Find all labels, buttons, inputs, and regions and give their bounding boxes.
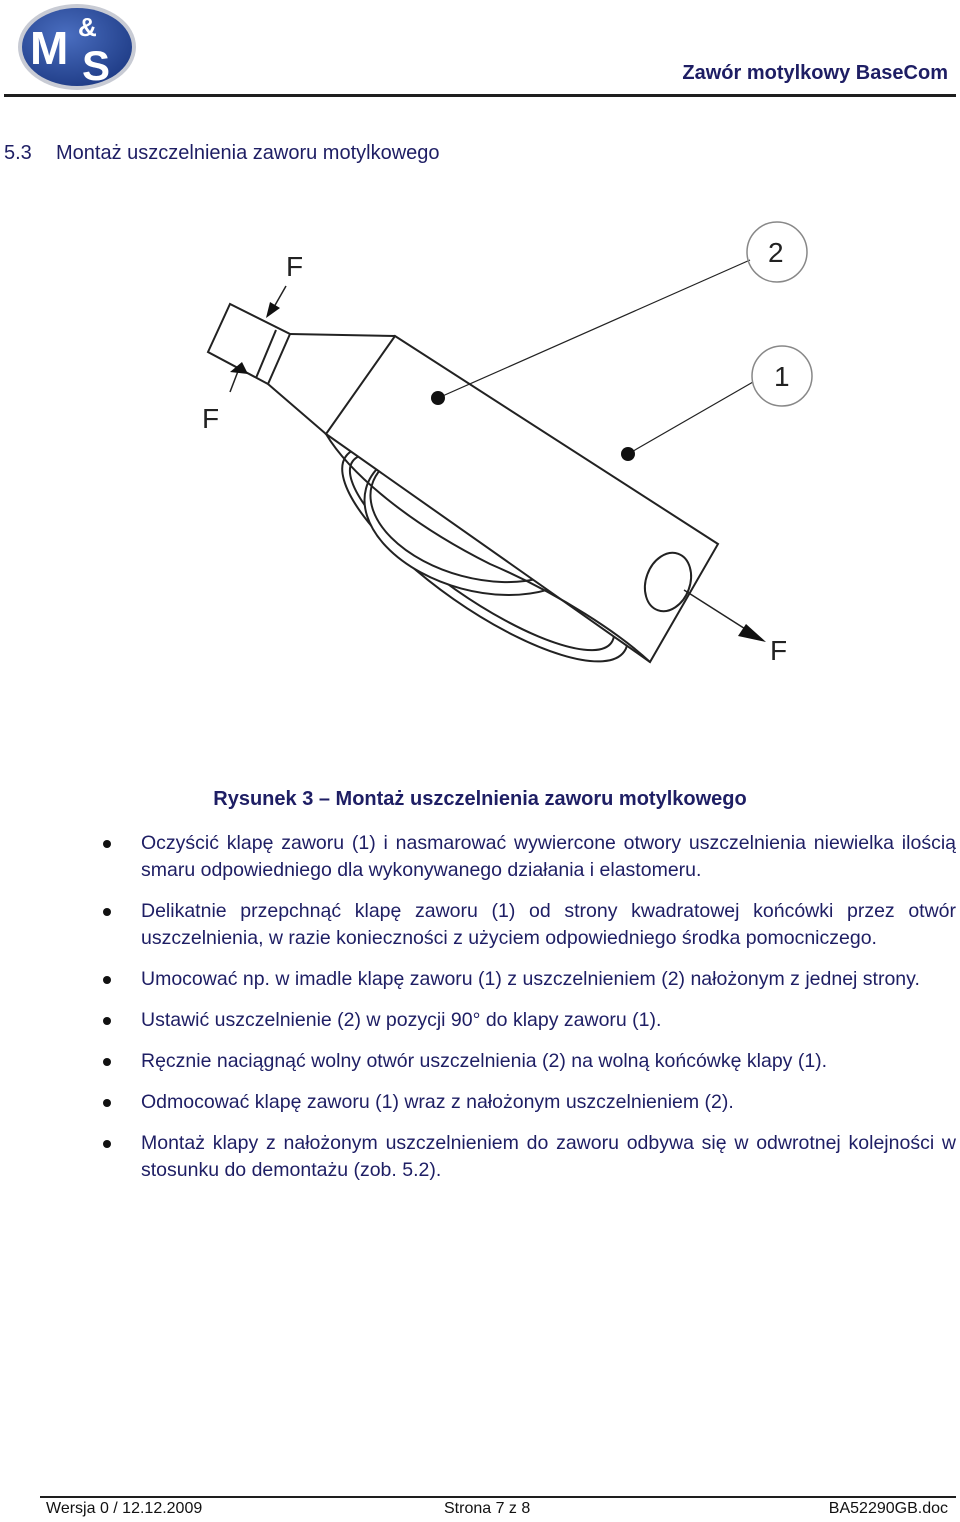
bullet-icon (103, 908, 111, 916)
bullet-icon (103, 1017, 111, 1025)
list-item-text: Oczyścić klapę zaworu (1) i nasmarować wywiercone otwory uszczelnienia niewielka ilością smaru odpowiedniego dla wykonywanego działania i elastomeru. (141, 832, 956, 881)
footer-filename: BA52290GB.doc (828, 1500, 948, 1517)
list-item (0, 1007, 960, 1034)
logo-letter-s: S (82, 42, 111, 89)
force-label-top: F (286, 251, 304, 282)
instruction-list (0, 830, 960, 1198)
valve-square-end (208, 304, 290, 384)
list-item-text: Montaż klapy z nałożonym uszczelnieniem do zaworu odbywa się w odwrotnej kolejności w stosunku do demontażu (zob. 5.2). (141, 1132, 956, 1181)
bullet-icon (103, 1058, 111, 1066)
bullet-icon (103, 1099, 111, 1107)
list-item-text: Odmocować klapę zaworu (1) wraz z nałożonym uszczelnieniem (2). (141, 1091, 734, 1113)
force-arrow-top (266, 302, 280, 318)
footer-page-number: Strona 7 z 8 (444, 1500, 531, 1517)
valve-seal-assembly-figure (190, 214, 830, 684)
callout-label-2: 2 (768, 237, 784, 268)
list-item-text: Ręcznie naciągnąć wolny otwór uszczelnienia (2) na wolną końcówkę klapy (1). (141, 1050, 828, 1072)
bullet-icon (103, 976, 111, 984)
list-item (0, 1048, 960, 1075)
callout-label-1: 1 (774, 361, 790, 392)
company-logo (16, 2, 138, 92)
list-item-text: Umocować np. w imadle klapę zaworu (1) z uszczelnieniem (2) nałożonym z jednej strony. (141, 968, 920, 990)
section-title: Montaż uszczelnienia zaworu motylkowego (56, 142, 440, 164)
document-title: Zawór motylkowy BaseCom (682, 62, 948, 84)
logo-letter-m: M (30, 22, 69, 74)
bullet-icon (103, 840, 111, 848)
list-item (0, 830, 960, 884)
footer-divider (40, 1496, 956, 1498)
section-number: 5.3 (4, 142, 32, 164)
figure-caption: Rysunek 3 – Montaż uszczelnienia zaworu motylkowego (213, 788, 747, 810)
logo-ampersand: & (78, 12, 97, 42)
list-item (0, 1089, 960, 1116)
bullet-icon (103, 1140, 111, 1148)
header-divider (4, 94, 956, 97)
section-heading (4, 142, 440, 165)
list-item-text: Ustawić uszczelnienie (2) w pozycji 90° do klapy zaworu (1). (141, 1009, 662, 1031)
force-label-left: F (202, 403, 220, 434)
list-item (0, 1130, 960, 1184)
list-item-text: Delikatnie przepchnąć klapę zaworu (1) od strony kwadratowej końcówki przez otwór uszczelnienia, w razie konieczności z użyciem odpowiedniego środka pomocniczego. (141, 900, 956, 949)
footer-version: Wersja 0 / 12.12.2009 (46, 1500, 203, 1517)
force-label-right: F (770, 635, 788, 666)
list-item (0, 966, 960, 993)
list-item (0, 898, 960, 952)
